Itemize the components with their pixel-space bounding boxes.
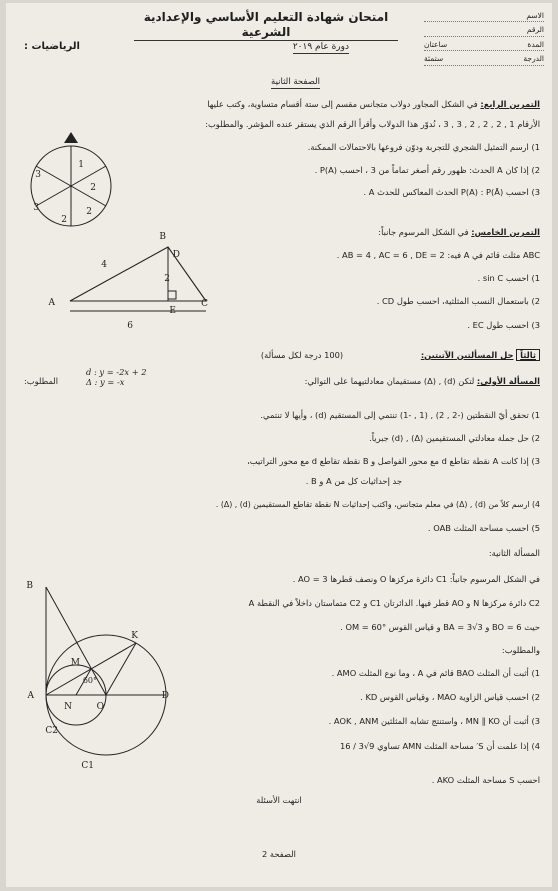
q4-item-1: 1) ارسم التمثيل الشجري للتجربة ودوّن فروعها بالاحتمالات الممكنة. (307, 142, 540, 152)
q5-heading: التمرين الخامس: في الشكل المرسوم جانباً: (378, 227, 540, 237)
page-title: الصفحة الثانية (271, 77, 320, 87)
wheel-number: 2 (61, 215, 67, 225)
exam-title: امتحان شهادة التعليم الأساسي والإعدادية الشرعية (134, 10, 398, 41)
p1-item-4: 4) ارسم كلاً من (d) , (Δ) في معلم متجانس، واكتب إحداثيات N نقطة تقاطع المستقيمين (d) , (Δ) . (215, 500, 540, 509)
wheel-pointer-icon (64, 132, 78, 143)
q5-item-3: 3) احسب طول EC . (467, 320, 540, 330)
q5-item-2: 2) باستعمال النسب المثلثية، احسب طول CD . (376, 296, 540, 306)
p2-text-1: في الشكل المرسوم جانباً: C1 دائرة مركزها O ونصف قطرها AO = 3 . (292, 574, 540, 584)
p2-text-3: حيث BO = 6 و BA = 3√3 و قياس القوس OM = 60° . (340, 622, 540, 632)
wheel-number: 1 (78, 160, 84, 170)
p1-item-1: 1) تحقق أيّ النقطتين (-2 , 2) , (1 , -1) تنتمي إلى المستقيم (d) ، وأيها لا تنتمي. (260, 410, 540, 420)
field-duration: المدة ساعتان (424, 40, 544, 51)
end-of-questions: انتهت الأسئلة (256, 795, 302, 805)
exam-page (6, 3, 552, 887)
subject-title: الرياضيات : (24, 41, 80, 52)
p2-item-4: 4) إذا علمت أن S′ مساحة المثلث AMN تساوي 9√3 / 16 (339, 741, 540, 751)
right-triangle-figure (46, 229, 216, 339)
wheel-number: 2 (86, 207, 92, 217)
p1-item-3: 3) إذا كانت A نقطة تقاطع d مع محور الفواصل و B نقطة تقاطع d مع محور التراتيب، (247, 456, 540, 466)
exam-session: دورة عام ٢٠١٩ (293, 42, 349, 54)
figure-label: O (96, 702, 104, 712)
circles-figure (18, 577, 188, 777)
line-bo (46, 587, 106, 695)
figure-label: A (27, 691, 34, 701)
problem1-intro: المسألة الأولى: لتكن (d) , (Δ) مستقيمان معادلتيهما على التوالي: (304, 376, 540, 386)
line-ok (106, 643, 136, 695)
figure-label: B (26, 581, 33, 591)
field-number: الرقم (424, 25, 544, 36)
q4-line2: الأرقام 1 , 2 , 2 , 2 , 3 , 3 ، نُدوّر هذا الدولاب وأقرأ الرقم الذي يستقر عنده المؤشر. والمطلوب: (205, 119, 540, 129)
point-label: A (48, 298, 55, 308)
p1-item-3b: جد إحداثيات كل من A و B . (305, 476, 402, 486)
right-angle-mark (168, 291, 176, 299)
point-label: E (169, 306, 176, 316)
p2-item-2: 2) احسب قياس الزاوية MAO ، وقياس القوس KD . (360, 692, 540, 702)
point-label: C (201, 299, 208, 309)
q5-item-0: ABC مثلث قائم في A فيه: AB = 4 , AC = 6 , DE = 2 . (336, 250, 540, 260)
figure-label: D (161, 691, 169, 701)
p2-item-5: احسب S مساحة المثلث AKO . (431, 775, 540, 785)
figure-label: C1 (81, 761, 94, 771)
wheel-number: 3 (35, 170, 41, 180)
q4-line1: التمرين الرابع: في الشكل المجاور دولاب متجانس مقسم إلى ستة أقسام متساوية، وكتب عليها (207, 99, 540, 109)
p1-item-2: 2) حل جملة معادلتي المستقيمين (Δ) , (d) جبرياً. (369, 433, 540, 443)
point-label: B (159, 232, 166, 242)
p2-text-2: C2 دائرة مركزها N و AO قطر فيها. الدائرتان C1 و C2 متماستان داخلاً في النقطة A (248, 598, 540, 608)
probability-wheel (24, 131, 124, 231)
required-label: المطلوب: (24, 376, 59, 386)
figure-label: 60° (82, 676, 97, 685)
field-name: الاسم (424, 11, 544, 22)
wheel-number: 2 (90, 183, 96, 193)
p2-required: والمطلوب: (501, 645, 540, 655)
p2-item-3: 3) أثبت أن MN ∥ KO ، واستنتج تشابه المثلثين AOK , ANM . (328, 716, 540, 726)
page-number: الصفحة 2 (262, 849, 296, 859)
figure-label: K (131, 631, 138, 641)
candidate-fields (424, 11, 544, 69)
wheel-number: 3 (33, 203, 39, 213)
p2-item-1: 1) أثبت أن المثلث BAO قائم في A ، وما نوع المثلث AMO . (331, 668, 540, 678)
figure-label: C2 (45, 726, 58, 736)
figure-label: M (70, 658, 80, 668)
section3-heading: ثالثاً حل المسألتين الآتيتين: (100 درجة لكل مسألة) (261, 350, 540, 360)
p1-item-5: 5) احسب مساحة المثلث OAB . (427, 523, 540, 533)
length-label: 2 (164, 274, 170, 284)
length-label: 4 (101, 260, 107, 270)
q4-item-2: 2) إذا كان A الحدث: ظهور رقم أصغر تماماً من 3 ، احسب P(A) . (314, 165, 540, 175)
q4-item-3: 3) احسب P(A) : P(Ā) الحدث المعاكس للحدث A . (363, 187, 540, 197)
q5-item-1: 1) احسب sin C . (477, 273, 540, 283)
equation-system: d : y = -2x + 2 Δ : y = -x (86, 367, 147, 388)
field-score: الدرجة ستمئة (424, 54, 544, 65)
triangle-abc (70, 247, 206, 301)
point-label: D (172, 250, 180, 260)
figure-label: N (64, 702, 72, 712)
problem2-title: المسألة الثانية: (488, 548, 540, 558)
length-label: 6 (127, 321, 133, 331)
